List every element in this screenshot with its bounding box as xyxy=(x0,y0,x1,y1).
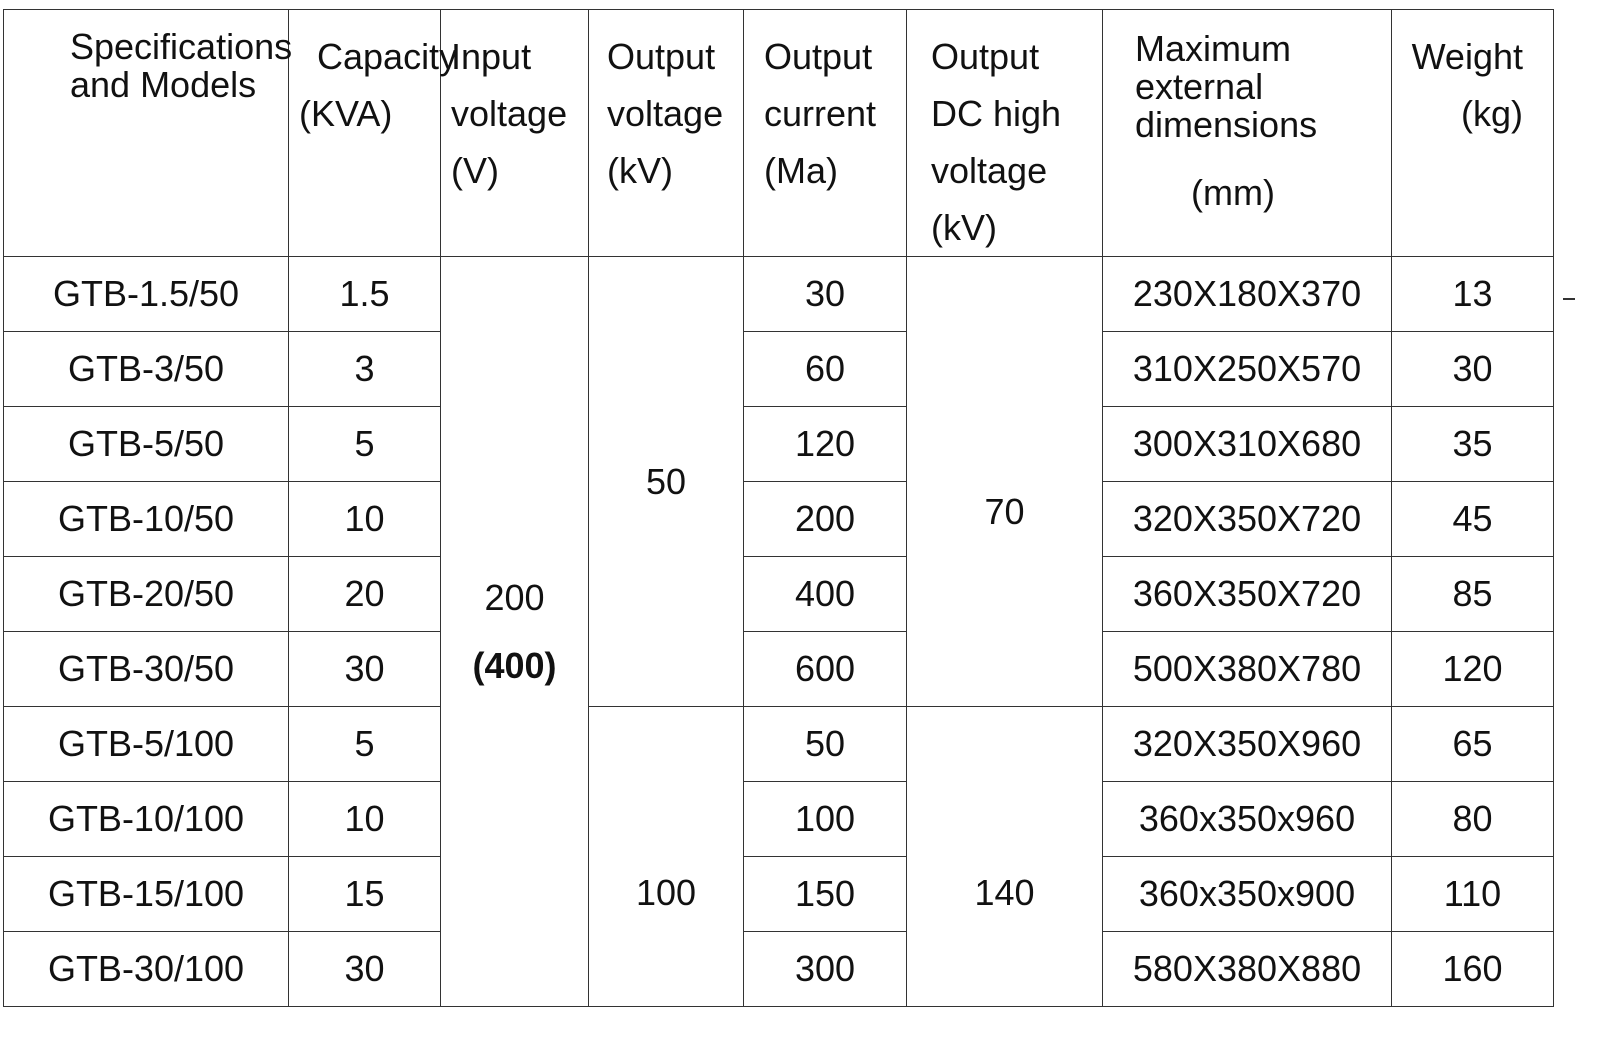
header-capacity-label: Capacity (KVA) xyxy=(299,36,458,134)
current-cell: 200 xyxy=(744,482,907,557)
capacity-cell: 30 xyxy=(289,932,441,1007)
table-row-highlighted xyxy=(4,782,1554,857)
dimensions-cell: 300X310X680 xyxy=(1103,407,1392,482)
weight-cell: 45 xyxy=(1392,482,1554,557)
capacity-cell: 5 xyxy=(289,707,441,782)
model-cell: GTB-5/100 xyxy=(4,707,289,782)
header-output-dc-label: Output DC high voltage (kV) xyxy=(931,36,1062,248)
weight-cell: 85 xyxy=(1392,557,1554,632)
capacity-cell: 10 xyxy=(289,782,441,857)
output-voltage-group-100: 100 xyxy=(589,707,744,1007)
model-cell: GTB-1.5/50 xyxy=(4,257,289,332)
current-cell: 30 xyxy=(744,257,907,332)
dimensions-cell: 310X250X570 xyxy=(1103,332,1392,407)
table-row xyxy=(4,632,1554,707)
table-row xyxy=(4,482,1554,557)
header-dimensions-unit: (mm) xyxy=(1191,172,1275,213)
capacity-cell: 10 xyxy=(289,482,441,557)
header-models-label: Specifications and Models xyxy=(70,26,293,105)
current-cell: 50 xyxy=(744,707,907,782)
capacity-cell: 1.5 xyxy=(289,257,441,332)
header-row xyxy=(4,10,1554,257)
weight-cell: 120 xyxy=(1392,632,1554,707)
current-cell: 120 xyxy=(744,407,907,482)
current-cell: 300 xyxy=(744,932,907,1007)
dimensions-cell: 230X180X370 xyxy=(1103,257,1392,332)
dimensions-cell: 360X350X720 xyxy=(1103,557,1392,632)
header-input-voltage xyxy=(441,10,589,257)
header-weight-label: Weight (kg) xyxy=(1411,36,1523,134)
output-voltage-group-50: 50 xyxy=(589,257,744,707)
input-voltage-alt: (400) xyxy=(472,644,557,686)
capacity-cell: 3 xyxy=(289,332,441,407)
dimensions-cell: 580X380X880 xyxy=(1103,932,1392,1007)
capacity-cell: 15 xyxy=(289,857,441,932)
model-cell: GTB-10/100 xyxy=(4,782,289,857)
weight-cell: 160 xyxy=(1392,932,1554,1007)
weight-cell: 35 xyxy=(1392,407,1554,482)
table-row xyxy=(4,257,1554,332)
table-row xyxy=(4,707,1554,782)
model-cell: GTB-5/50 xyxy=(4,407,289,482)
header-dimensions-label: Maximum external dimensions xyxy=(1135,28,1318,145)
current-cell: 150 xyxy=(744,857,907,932)
current-cell: 400 xyxy=(744,557,907,632)
weight-cell: 13 xyxy=(1392,257,1554,332)
dimensions-cell: 500X380X780 xyxy=(1103,632,1392,707)
specifications-table xyxy=(3,9,1554,1007)
table-row xyxy=(4,332,1554,407)
output-dc-group-140: 140 xyxy=(907,707,1103,1007)
current-cell: 600 xyxy=(744,632,907,707)
header-output-current xyxy=(744,10,907,257)
capacity-cell: 30 xyxy=(289,632,441,707)
dimensions-cell: 320X350X960 xyxy=(1103,707,1392,782)
model-cell: GTB-20/50 xyxy=(4,557,289,632)
table-row xyxy=(4,407,1554,482)
header-weight xyxy=(1392,10,1554,257)
model-cell: GTB-30/100 xyxy=(4,932,289,1007)
header-output-current-label: Output current (Ma) xyxy=(764,36,877,191)
dimensions-cell: 360x350x900 xyxy=(1103,857,1392,932)
header-models xyxy=(4,10,293,257)
model-cell: GTB-3/50 xyxy=(4,332,289,407)
header-capacity xyxy=(289,10,458,257)
weight-cell: 30 xyxy=(1392,332,1554,407)
current-cell: 100 xyxy=(744,782,907,857)
input-voltage-value: 200 xyxy=(484,576,545,618)
dimensions-cell: 320X350X720 xyxy=(1103,482,1392,557)
table-row xyxy=(4,932,1554,1007)
weight-cell: 65 xyxy=(1392,707,1554,782)
weight-cell: 80 xyxy=(1392,782,1554,857)
model-cell: GTB-30/50 xyxy=(4,632,289,707)
capacity-cell: 20 xyxy=(289,557,441,632)
header-dimensions xyxy=(1103,10,1392,257)
model-cell: GTB-15/100 xyxy=(4,857,289,932)
header-input-voltage-label: Input voltage (V) xyxy=(451,36,568,191)
output-dc-group-70: 70 xyxy=(907,257,1103,707)
header-output-voltage xyxy=(589,10,744,257)
weight-cell: 110 xyxy=(1392,857,1554,932)
dimensions-cell: 360x350x960 xyxy=(1103,782,1392,857)
table-row xyxy=(4,557,1554,632)
table-row xyxy=(4,857,1554,932)
capacity-cell: 5 xyxy=(289,407,441,482)
edge-mark-divider xyxy=(1563,298,1575,300)
header-output-dc xyxy=(907,10,1103,257)
header-output-voltage-label: Output voltage (kV) xyxy=(607,36,724,191)
model-cell: GTB-10/50 xyxy=(4,482,289,557)
input-voltage-cell xyxy=(441,257,589,1007)
current-cell: 60 xyxy=(744,332,907,407)
